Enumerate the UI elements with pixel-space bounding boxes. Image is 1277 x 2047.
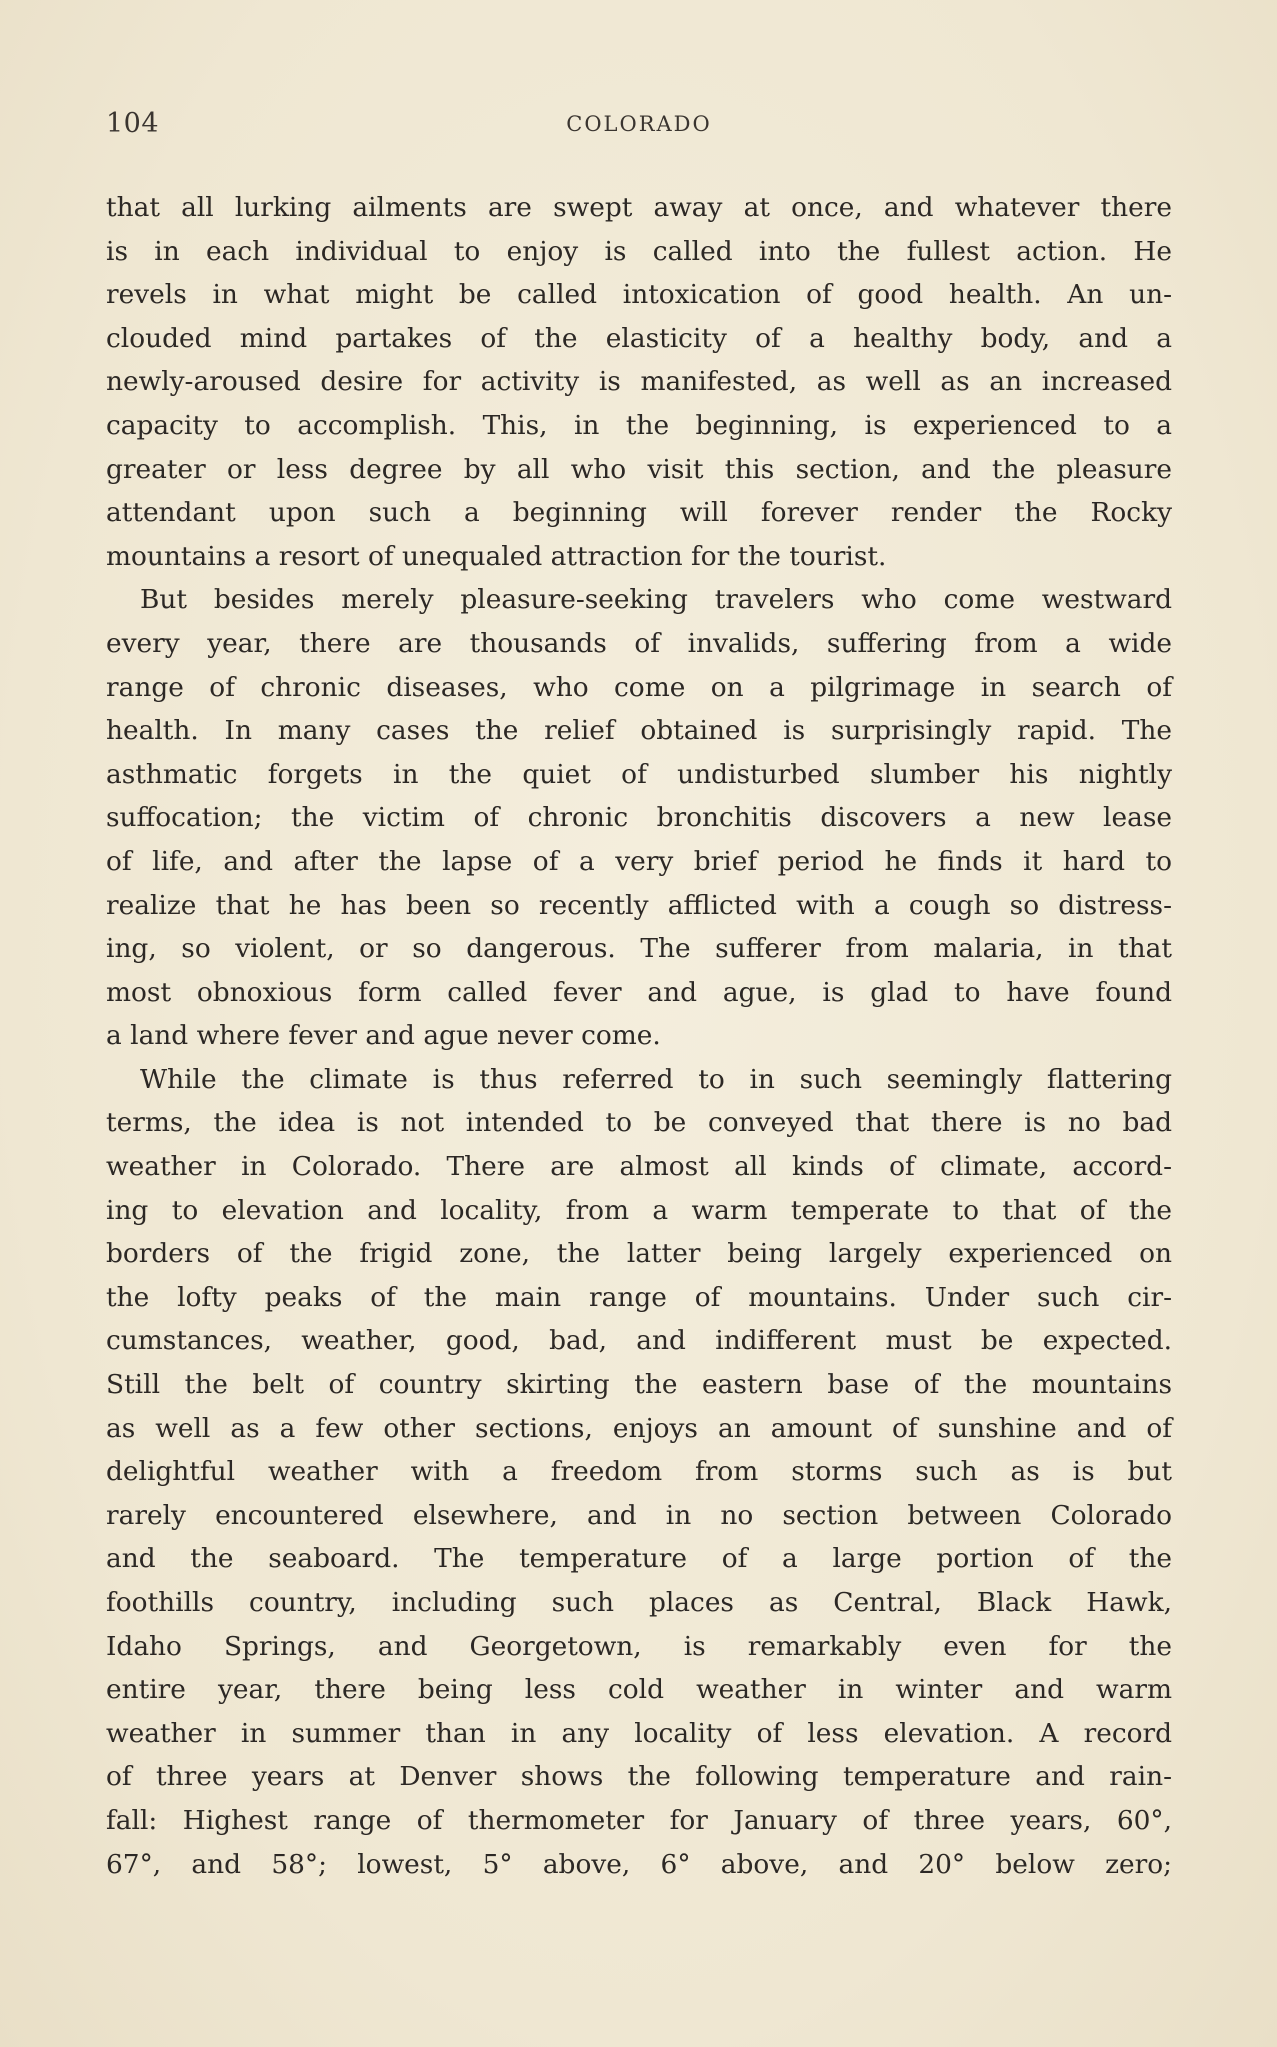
text-line: is in each individual to enjoy is called into the fullest action. He xyxy=(106,235,1172,267)
text-line: But besides merely pleasure-seeking travelers who come westward xyxy=(140,584,1172,616)
text-line: delightful weather with a freedom from storms such as is but xyxy=(106,1456,1172,1488)
page-number: 104 xyxy=(106,108,160,139)
text-line: fall: Highest range of thermometer for January of three years, 60°, xyxy=(106,1804,1172,1836)
text-line: attendant upon such a beginning will forever render the Rocky xyxy=(106,497,1172,529)
page-header xyxy=(106,108,1172,144)
text-line: a land where fever and ague never come. xyxy=(106,1020,661,1052)
text-line: suffocation; the victim of chronic bronchitis discovers a new lease xyxy=(106,802,1172,834)
text-line: borders of the frigid zone, the latter being largely experienced on xyxy=(106,1238,1172,1270)
text-line: Still the belt of country skirting the eastern base of the mountains xyxy=(106,1369,1172,1401)
running-head: COLORADO xyxy=(566,112,712,136)
text-line: as well as a few other sections, enjoys an amount of sunshine and of xyxy=(106,1412,1172,1444)
text-line: range of chronic diseases, who come on a pilgrimage in search of xyxy=(106,671,1172,703)
text-line: asthmatic forgets in the quiet of undisturbed slumber his nightly xyxy=(106,758,1172,790)
text-line: most obnoxious form called fever and ague, is glad to have found xyxy=(106,976,1172,1008)
text-line: revels in what might be called intoxication of good health. An un- xyxy=(106,279,1172,311)
text-line: and the seaboard. The temperature of a large portion of the xyxy=(106,1543,1172,1575)
text-line: greater or less degree by all who visit this section, and the pleasure xyxy=(106,453,1172,485)
text-line: every year, there are thousands of invalids, suffering from a wide xyxy=(106,627,1172,659)
text-line: ing, so violent, or so dangerous. The sufferer from malaria, in that xyxy=(106,933,1172,965)
text-line: terms, the idea is not intended to be conveyed that there is no bad xyxy=(106,1107,1172,1139)
text-line: health. In many cases the relief obtained is surprisingly rapid. The xyxy=(106,715,1172,747)
text-line: clouded mind partakes of the elasticity of a healthy body, and a xyxy=(106,322,1172,354)
text-line: 67°, and 58°; lowest, 5° above, 6° above, and 20° below zero; xyxy=(106,1848,1172,1880)
text-line: entire year, there being less cold weather in winter and warm xyxy=(106,1674,1172,1706)
text-line: newly-aroused desire for activity is manifested, as well as an increased xyxy=(106,366,1172,398)
text-line: realize that he has been so recently afflicted with a cough so distress- xyxy=(106,889,1172,921)
body-text xyxy=(106,186,1172,1886)
text-line: mountains a resort of unequaled attraction for the tourist. xyxy=(106,540,887,572)
text-line: that all lurking ailments are swept away at once, and whatever there xyxy=(106,192,1172,223)
text-line: cumstances, weather, good, bad, and indifferent must be expected. xyxy=(106,1325,1172,1357)
text-line: weather in summer than in any locality of less elevation. A record xyxy=(106,1717,1172,1749)
text-line: While the climate is thus referred to in such seemingly flattering xyxy=(140,1063,1172,1095)
text-line: ing to elevation and locality, from a warm temperate to that of the xyxy=(106,1194,1172,1226)
text-line: foothills country, including such places as Central, Black Hawk, xyxy=(106,1587,1172,1618)
text-line: rarely encountered elsewhere, and in no section between Colorado xyxy=(106,1499,1172,1531)
text-line: the lofty peaks of the main range of mountains. Under such cir- xyxy=(106,1281,1172,1313)
text-line: Idaho Springs, and Georgetown, is remarkably even for the xyxy=(106,1630,1172,1662)
text-line: weather in Colorado. There are almost all kinds of climate, accord- xyxy=(106,1151,1172,1183)
text-line: capacity to accomplish. This, in the beginning, is experienced to a xyxy=(106,409,1172,441)
text-line: of life, and after the lapse of a very brief period he finds it hard to xyxy=(106,845,1172,877)
text-line: of three years at Denver shows the following temperature and rain- xyxy=(106,1761,1172,1793)
